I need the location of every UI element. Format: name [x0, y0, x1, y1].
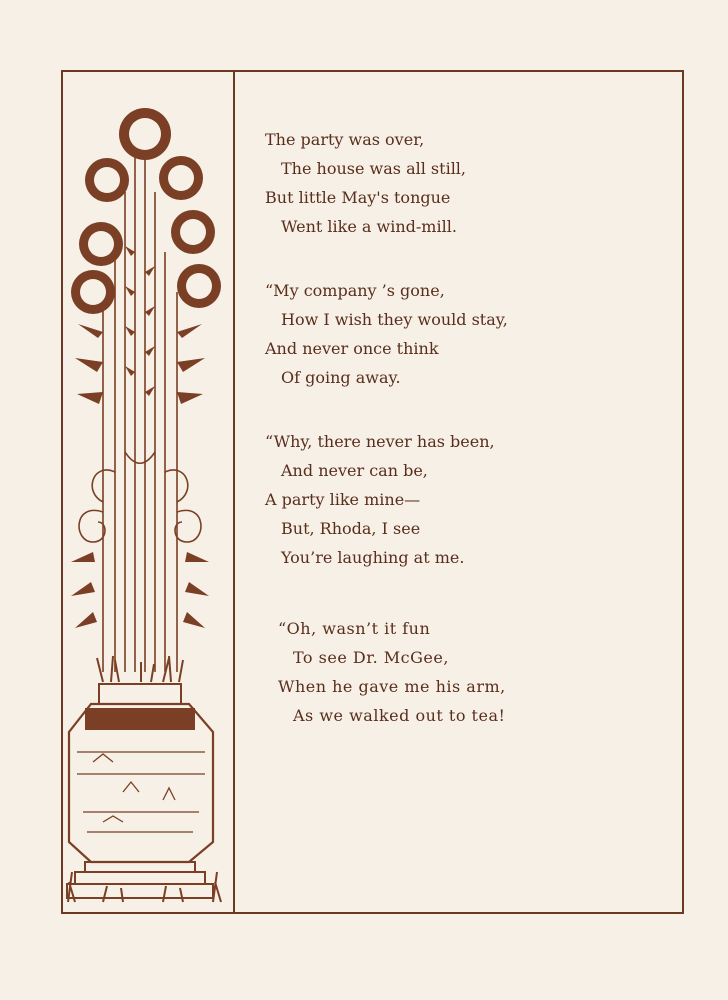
poem-line: And never can be,: [281, 461, 428, 480]
poem-line: But little May's tongue: [265, 188, 451, 207]
stanza: [265, 125, 625, 241]
sunflower-vase-illustration: [63, 72, 233, 912]
poem-line: “Oh, wasn’t it fun: [278, 619, 431, 638]
poem-line: “My company ’s gone,: [265, 281, 445, 300]
sunflower-top-icon: [119, 108, 171, 160]
poem: [265, 125, 625, 765]
poem-line: When he gave me his arm,: [278, 677, 506, 696]
stanza: [265, 614, 625, 730]
poem-line: Went like a wind-mill.: [281, 217, 457, 236]
frame-divider: [233, 72, 235, 912]
poem-line: And never once think: [265, 339, 439, 358]
poem-line: You’re laughing at me.: [281, 548, 465, 567]
stanza: [265, 276, 625, 392]
poem-line: How I wish they would stay,: [281, 310, 508, 329]
stanza: [265, 427, 625, 572]
poem-line: But, Rhoda, I see: [281, 519, 421, 538]
poem-line: A party like mine—: [265, 490, 421, 509]
poem-line: The party was over,: [265, 130, 425, 149]
poem-line: The house was all still,: [281, 159, 467, 178]
poem-line: Of going away.: [281, 368, 401, 387]
poem-line: To see Dr. McGee,: [293, 648, 449, 667]
poem-line: As we walked out to tea!: [293, 706, 506, 725]
poem-line: “Why, there never has been,: [265, 432, 495, 451]
vase-icon: [67, 684, 213, 898]
